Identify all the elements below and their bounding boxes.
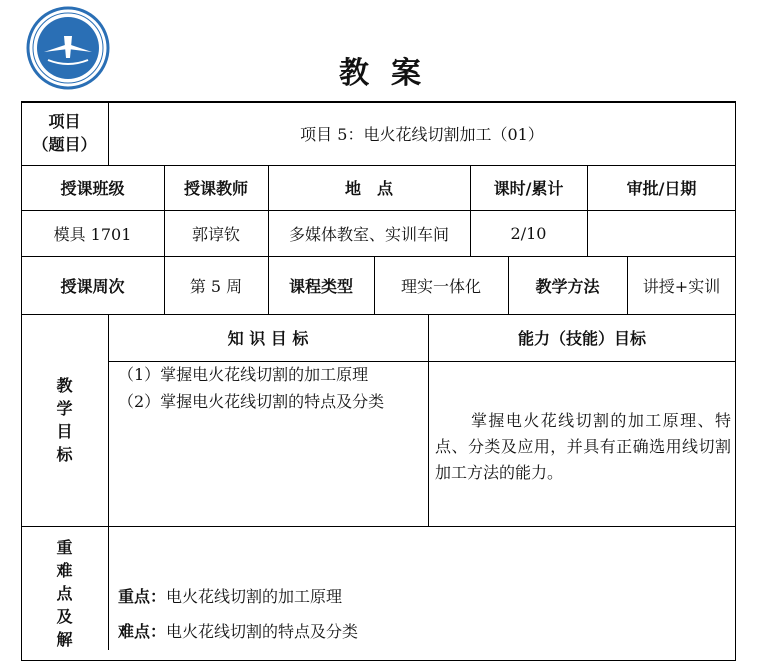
- knowledge-objective-header: 知 识 目 标: [227, 329, 309, 348]
- project-label-line1: 项目: [48, 112, 81, 131]
- knowledge-item: （1）掌握电火花线切割的加工原理: [118, 365, 369, 384]
- teacher-value: 郭谆钦: [191, 224, 240, 244]
- course-type-value: 理实一体化: [400, 276, 481, 296]
- key-points-side-label: 重 难 点 及 解: [56, 538, 73, 649]
- teaching-method-value: 讲授+实训: [642, 276, 721, 296]
- difficult-point-text: 电火花线切割的特点及分类: [166, 621, 359, 641]
- difficult-point-line: [118, 617, 718, 643]
- ability-objective-text: 掌握电火花线切割的加工原理、特点、分类及应用，并具有正确选用线切割加工方法的能力。: [435, 411, 731, 482]
- hours-value: 2/10: [510, 223, 547, 243]
- knowledge-item: （2）掌握电火花线切割的特点及分类: [118, 392, 385, 411]
- key-point-label: 重点：: [118, 586, 167, 606]
- key-point-line: [118, 582, 718, 608]
- hours-label: 课时/累计: [493, 179, 564, 198]
- objectives-side-label: 教 学 目 标: [56, 376, 73, 464]
- project-label: [21, 101, 108, 165]
- knowledge-objective-list: [118, 361, 423, 511]
- approval-label: 审批/日期: [626, 179, 697, 198]
- class-label: 授课班级: [60, 179, 125, 198]
- teacher-label: 授课教师: [183, 179, 248, 198]
- key-point-text: 电火花线切割的加工原理: [166, 586, 343, 606]
- place-value: 多媒体教室、实训车间: [288, 224, 449, 244]
- week-label: 授课周次: [60, 276, 125, 296]
- project-value: 项目 5：电火花线切割加工（01）: [300, 124, 544, 144]
- approval-value: [587, 210, 736, 256]
- week-value: 第 5 周: [189, 276, 243, 296]
- page-title: 教案: [339, 56, 443, 91]
- project-label-line2: （题目）: [32, 135, 97, 154]
- class-value: 模具 1701: [53, 224, 132, 244]
- course-type-label: 课程类型: [288, 276, 353, 296]
- difficult-point-label: 难点：: [118, 621, 167, 641]
- place-label: 地 点: [344, 179, 393, 198]
- ability-objective-header: 能力（技能）目标: [517, 329, 646, 348]
- teaching-method-label: 教学方法: [535, 276, 600, 296]
